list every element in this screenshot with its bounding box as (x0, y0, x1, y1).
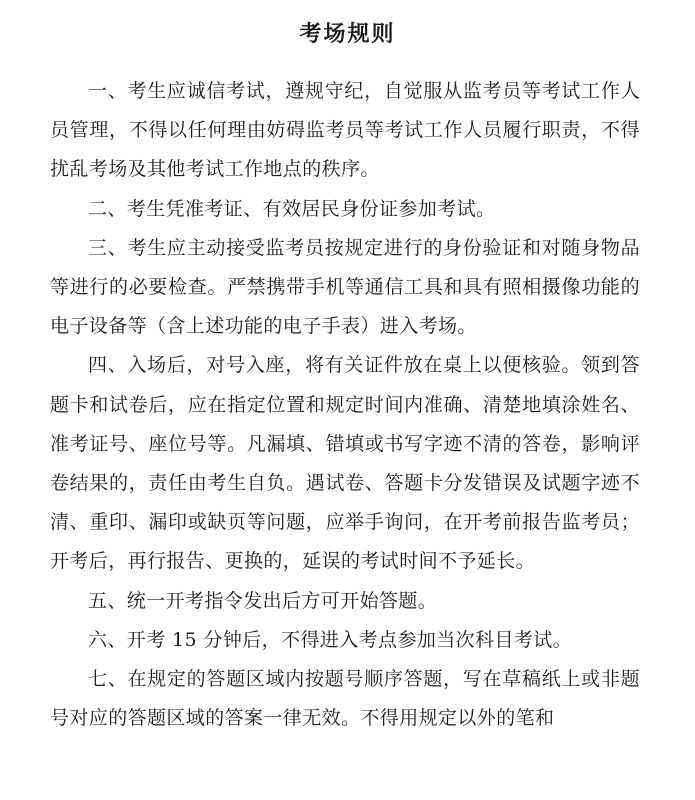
rule-paragraph-1: 一、考生应诚信考试，遵规守纪，自觉服从监考员等考试工作人员管理，不得以任何理由妨碍监考员等考试工作人员履行职责，不得扰乱考场及其他考试工作地点的秩序。 (50, 80, 640, 181)
rule-paragraph-4: 四、入场后，对号入座，将有关证件放在桌上以便核验。领到答题卡和试卷后，应在指定位置和规定时间内准确、清楚地填涂姓名、准考证号、座位号等。凡漏填、错填或书写字迹不清的答卷，影响评卷结果的，责任由考生自负。遇试卷、答题卡分发错误及试题字迹不清、重印、漏印或缺页等问题，应举手询问，在开考前报告监考员；开考后，再行报告、更换的，延误的考试时间不予延长。 (50, 354, 640, 573)
rule-paragraph-3: 三、考生应主动接受监考员按规定进行的身份验证和对随身物品等进行的必要检查。严禁携带手机等通信工具和具有照相摄像功能的电子设备等（含上述功能的电子手表）进入考场。 (50, 236, 640, 338)
rule-paragraph-6: 六、开考 15 分钟后，不得进入考点参加当次科目考试。 (88, 628, 573, 651)
rule-paragraph-2: 二、考生凭准考证、有效居民身份证参加考试。 (88, 197, 496, 220)
rule-paragraph-7: 七、在规定的答题区域内按题号顺序答题，写在草稿纸上或非题号对应的答题区域的答案一律无效。不得用规定以外的笔和 (50, 668, 640, 730)
document-title: 考场规则 (299, 21, 396, 47)
rule-paragraph-5: 五、统一开考指令发出后方可开始答题。 (88, 589, 438, 612)
document-body (50, 72, 640, 738)
